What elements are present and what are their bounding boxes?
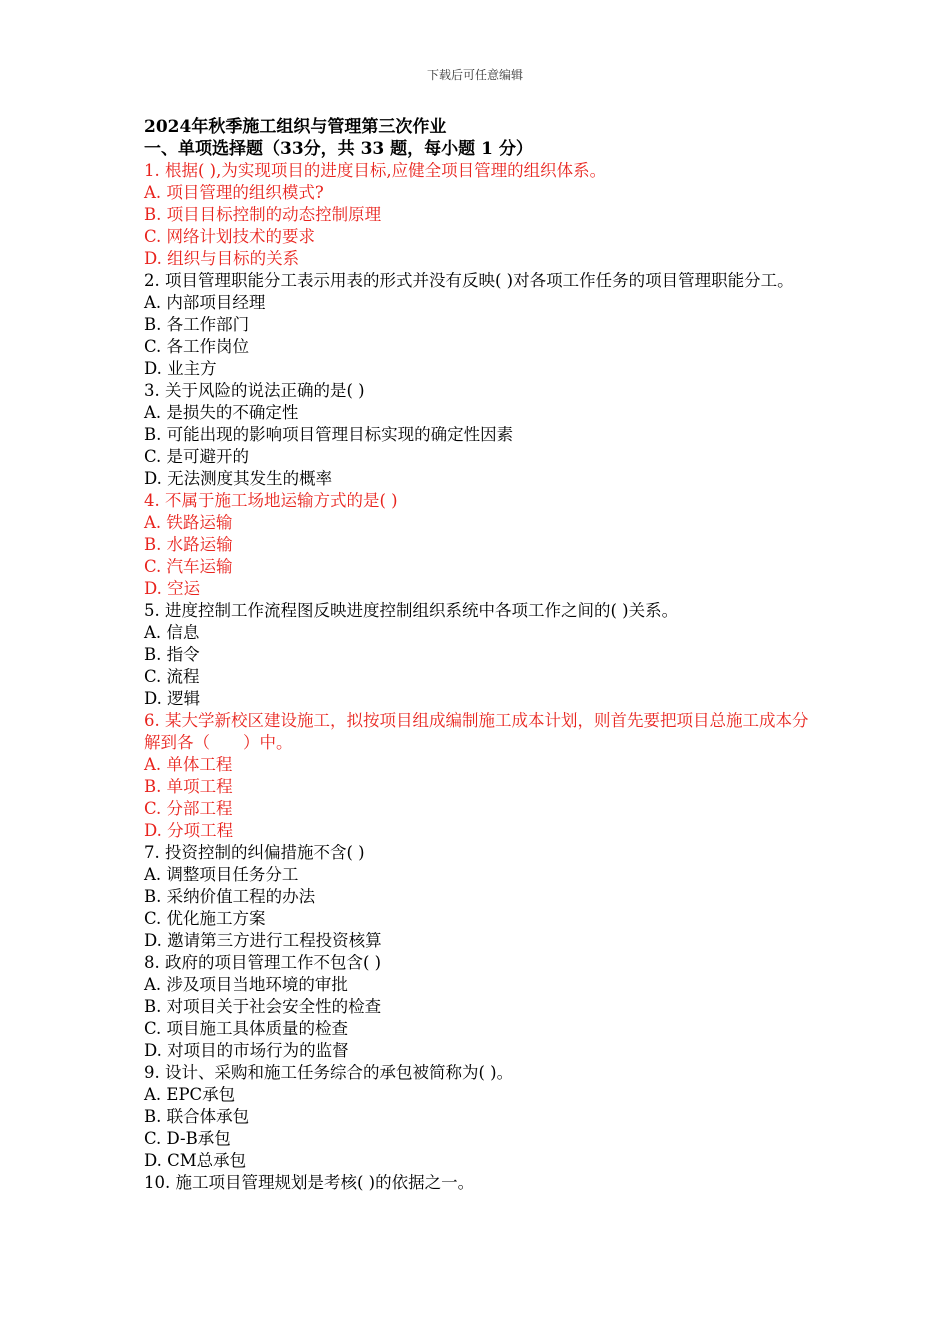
answer-option: A. 是损失的不确定性 [144, 403, 299, 422]
header-note: 下载后可任意编辑 [426, 68, 523, 82]
answer-option: D. 无法测度其发生的概率 [144, 469, 333, 488]
answer-option: B. 单项工程 [144, 777, 233, 796]
answer-option: C. 网络计划技术的要求 [144, 227, 316, 246]
answer-option: A. 内部项目经理 [144, 293, 266, 312]
section-heading: 一、单项选择题（33分，共 33 题，每小题 1 分） [144, 139, 533, 159]
answer-option: C. 是可避开的 [144, 447, 250, 466]
answer-option: D. 空运 [144, 579, 201, 598]
question-list [144, 160, 814, 1194]
question-block [144, 600, 814, 710]
answer-option: D. 对项目的市场行为的监督 [144, 1041, 349, 1060]
answer-option: B. 联合体承包 [144, 1107, 250, 1126]
question-block [144, 490, 814, 600]
question-stem: 10. 施工项目管理规划是考核( )的依据之一。 [144, 1173, 475, 1192]
answer-option: B. 可能出现的影响项目管理目标实现的确定性因素 [144, 425, 514, 444]
question-block [144, 1062, 814, 1172]
answer-option: A. EPC承包 [144, 1085, 236, 1104]
question-stem: 1. 根据( ),为实现项目的进度目标,应健全项目管理的组织体系。 [144, 161, 607, 180]
question-block [144, 380, 814, 490]
answer-option: D. 组织与目标的关系 [144, 249, 300, 268]
answer-option: A. 项目管理的组织模式? [144, 183, 324, 202]
answer-option: D. 业主方 [144, 359, 217, 378]
question-block [144, 1172, 814, 1194]
answer-option: A. 铁路运输 [144, 513, 233, 532]
answer-option: A. 单体工程 [144, 755, 233, 774]
answer-option: D. 逻辑 [144, 689, 201, 708]
answer-option: C. 流程 [144, 667, 200, 686]
question-block [144, 710, 814, 842]
answer-option: C. 各工作岗位 [144, 337, 250, 356]
question-stem: 7. 投资控制的纠偏措施不含( ) [144, 843, 365, 862]
question-stem: 9. 设计、采购和施工任务综合的承包被简称为( )。 [144, 1063, 514, 1082]
answer-option: B. 采纳价值工程的办法 [144, 887, 316, 906]
answer-option: B. 项目目标控制的动态控制原理 [144, 205, 382, 224]
answer-option: C. 分部工程 [144, 799, 233, 818]
answer-option: D. 分项工程 [144, 821, 234, 840]
answer-option: C. 汽车运输 [144, 557, 233, 576]
answer-option: C. D-B承包 [144, 1129, 231, 1148]
answer-option: B. 水路运输 [144, 535, 233, 554]
question-stem: 8. 政府的项目管理工作不包含( ) [144, 953, 382, 972]
document-content [144, 116, 814, 1194]
answer-option: B. 指令 [144, 645, 200, 664]
question-stem: 5. 进度控制工作流程图反映进度控制组织系统中各项工作之间的( )关系。 [144, 601, 679, 620]
question-block [144, 270, 814, 380]
answer-option: C. 优化施工方案 [144, 909, 266, 928]
question-stem: 6. 某大学新校区建设施工，拟按项目组成编制施工成本计划，则首先要把项目总施工成本分解到各（ ）中。 [144, 711, 809, 752]
question-stem: 2. 项目管理职能分工表示用表的形式并没有反映( )对各项工作任务的项目管理职能分工。 [144, 271, 794, 290]
question-block [144, 160, 814, 270]
answer-option: B. 各工作部门 [144, 315, 250, 334]
answer-option: D. 邀请第三方进行工程投资核算 [144, 931, 382, 950]
answer-option: D. CM总承包 [144, 1151, 247, 1170]
answer-option: A. 信息 [144, 623, 200, 642]
question-block [144, 842, 814, 952]
question-stem: 3. 关于风险的说法正确的是( ) [144, 381, 365, 400]
answer-option: C. 项目施工具体质量的检查 [144, 1019, 349, 1038]
answer-option: A. 调整项目任务分工 [144, 865, 299, 884]
answer-option: A. 涉及项目当地环境的审批 [144, 975, 348, 994]
answer-option: B. 对项目关于社会安全性的检查 [144, 997, 382, 1016]
question-block [144, 952, 814, 1062]
question-stem: 4. 不属于施工场地运输方式的是( ) [144, 491, 398, 510]
document-title: 2024年秋季施工组织与管理第三次作业 [144, 117, 447, 137]
